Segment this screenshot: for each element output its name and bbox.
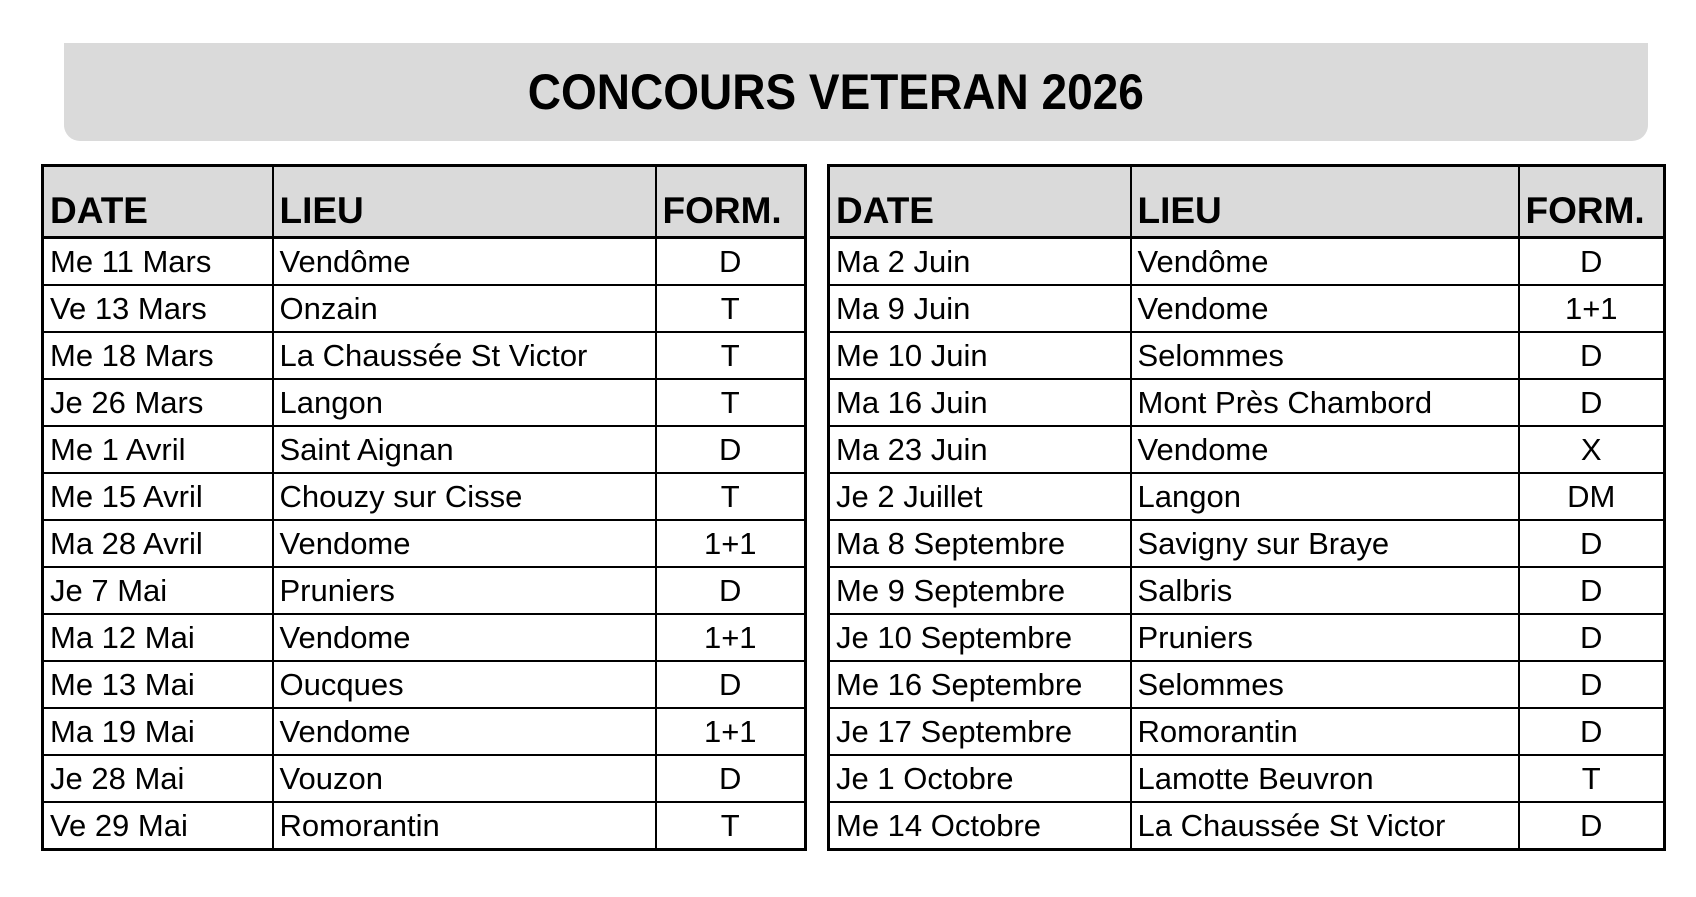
cell-form: 1+1: [1519, 285, 1665, 332]
cell-form: X: [1519, 426, 1665, 473]
cell-date: Me 9 Septembre: [829, 567, 1131, 614]
table-row: [43, 332, 806, 379]
cell-date: Ma 16 Juin: [829, 379, 1131, 426]
table-row: [829, 567, 1665, 614]
cell-lieu: Salbris: [1131, 567, 1519, 614]
cell-lieu: Pruniers: [273, 567, 656, 614]
cell-form: T: [656, 332, 806, 379]
cell-lieu: La Chaussée St Victor: [1131, 802, 1519, 850]
table-row: [829, 614, 1665, 661]
table-row: [43, 285, 806, 332]
cell-form: D: [656, 661, 806, 708]
cell-form: DM: [1519, 473, 1665, 520]
table-row: [829, 473, 1665, 520]
cell-date: Me 16 Septembre: [829, 661, 1131, 708]
cell-date: Je 28 Mai: [43, 755, 273, 802]
cell-form: D: [1519, 520, 1665, 567]
cell-form: T: [656, 473, 806, 520]
cell-date: Ma 2 Juin: [829, 238, 1131, 286]
table-row: [43, 661, 806, 708]
cell-lieu: Vendôme: [1131, 238, 1519, 286]
cell-date: Ve 29 Mai: [43, 802, 273, 850]
cell-form: D: [1519, 802, 1665, 850]
table-row: [829, 285, 1665, 332]
cell-lieu: Selommes: [1131, 332, 1519, 379]
cell-lieu: Vouzon: [273, 755, 656, 802]
cell-date: Me 10 Juin: [829, 332, 1131, 379]
table-row: [43, 379, 806, 426]
table-row: [829, 802, 1665, 850]
cell-lieu: Saint Aignan: [273, 426, 656, 473]
page-title: CONCOURS VETERAN 2026: [527, 64, 1145, 120]
cell-form: D: [1519, 708, 1665, 755]
cell-lieu: Pruniers: [1131, 614, 1519, 661]
table-row: [829, 426, 1665, 473]
header-form: FORM.: [1519, 166, 1665, 238]
table-row: [829, 661, 1665, 708]
cell-date: Me 14 Octobre: [829, 802, 1131, 850]
table-row: [43, 802, 806, 850]
table-row: [43, 614, 806, 661]
cell-lieu: Oucques: [273, 661, 656, 708]
cell-date: Ma 8 Septembre: [829, 520, 1131, 567]
cell-date: Me 1 Avril: [43, 426, 273, 473]
cell-lieu: Selommes: [1131, 661, 1519, 708]
cell-date: Ma 28 Avril: [43, 520, 273, 567]
cell-date: Je 1 Octobre: [829, 755, 1131, 802]
cell-form: D: [656, 238, 806, 286]
cell-lieu: Vendome: [273, 708, 656, 755]
cell-lieu: Onzain: [273, 285, 656, 332]
cell-form: D: [1519, 379, 1665, 426]
schedule-table-right: [827, 164, 1666, 851]
table-row: [829, 238, 1665, 286]
cell-date: Ma 19 Mai: [43, 708, 273, 755]
cell-form: 1+1: [656, 520, 806, 567]
cell-date: Je 26 Mars: [43, 379, 273, 426]
header-date: DATE: [829, 166, 1131, 238]
table-row: [829, 520, 1665, 567]
cell-form: T: [656, 802, 806, 850]
table-row: [43, 473, 806, 520]
cell-lieu: Mont Près Chambord: [1131, 379, 1519, 426]
cell-date: Me 18 Mars: [43, 332, 273, 379]
cell-date: Je 7 Mai: [43, 567, 273, 614]
title-banner: [64, 43, 1648, 141]
cell-form: T: [1519, 755, 1665, 802]
cell-lieu: Langon: [1131, 473, 1519, 520]
cell-date: Ma 23 Juin: [829, 426, 1131, 473]
cell-date: Me 15 Avril: [43, 473, 273, 520]
cell-date: Je 10 Septembre: [829, 614, 1131, 661]
cell-form: T: [656, 379, 806, 426]
table-row: [829, 755, 1665, 802]
cell-form: D: [1519, 567, 1665, 614]
cell-form: D: [656, 426, 806, 473]
cell-form: D: [656, 755, 806, 802]
table-row: [43, 520, 806, 567]
cell-date: Me 13 Mai: [43, 661, 273, 708]
cell-form: D: [1519, 238, 1665, 286]
table-row: [829, 379, 1665, 426]
cell-date: Me 11 Mars: [43, 238, 273, 286]
cell-lieu: Langon: [273, 379, 656, 426]
schedule-table-left: [41, 164, 807, 851]
cell-lieu: Lamotte Beuvron: [1131, 755, 1519, 802]
table-row: [43, 426, 806, 473]
cell-lieu: Romorantin: [1131, 708, 1519, 755]
cell-date: Ma 12 Mai: [43, 614, 273, 661]
cell-lieu: Vendome: [273, 520, 656, 567]
cell-lieu: Vendome: [273, 614, 656, 661]
cell-form: 1+1: [656, 614, 806, 661]
table-row: [829, 332, 1665, 379]
header-date: DATE: [43, 166, 273, 238]
table-row: [43, 755, 806, 802]
cell-date: Je 17 Septembre: [829, 708, 1131, 755]
header-row: [43, 166, 806, 238]
cell-form: D: [1519, 661, 1665, 708]
cell-date: Ve 13 Mars: [43, 285, 273, 332]
cell-form: D: [1519, 614, 1665, 661]
header-lieu: LIEU: [1131, 166, 1519, 238]
cell-lieu: Chouzy sur Cisse: [273, 473, 656, 520]
header-form: FORM.: [656, 166, 806, 238]
cell-form: D: [1519, 332, 1665, 379]
cell-form: D: [656, 567, 806, 614]
table-row: [43, 567, 806, 614]
cell-lieu: Vendome: [1131, 426, 1519, 473]
cell-lieu: Vendôme: [273, 238, 656, 286]
cell-lieu: La Chaussée St Victor: [273, 332, 656, 379]
table-row: [43, 708, 806, 755]
cell-lieu: Vendome: [1131, 285, 1519, 332]
cell-form: T: [656, 285, 806, 332]
header-row: [829, 166, 1665, 238]
table-row: [829, 708, 1665, 755]
cell-lieu: Romorantin: [273, 802, 656, 850]
cell-date: Ma 9 Juin: [829, 285, 1131, 332]
cell-date: Je 2 Juillet: [829, 473, 1131, 520]
cell-lieu: Savigny sur Braye: [1131, 520, 1519, 567]
cell-form: 1+1: [656, 708, 806, 755]
table-row: [43, 238, 806, 286]
header-lieu: LIEU: [273, 166, 656, 238]
